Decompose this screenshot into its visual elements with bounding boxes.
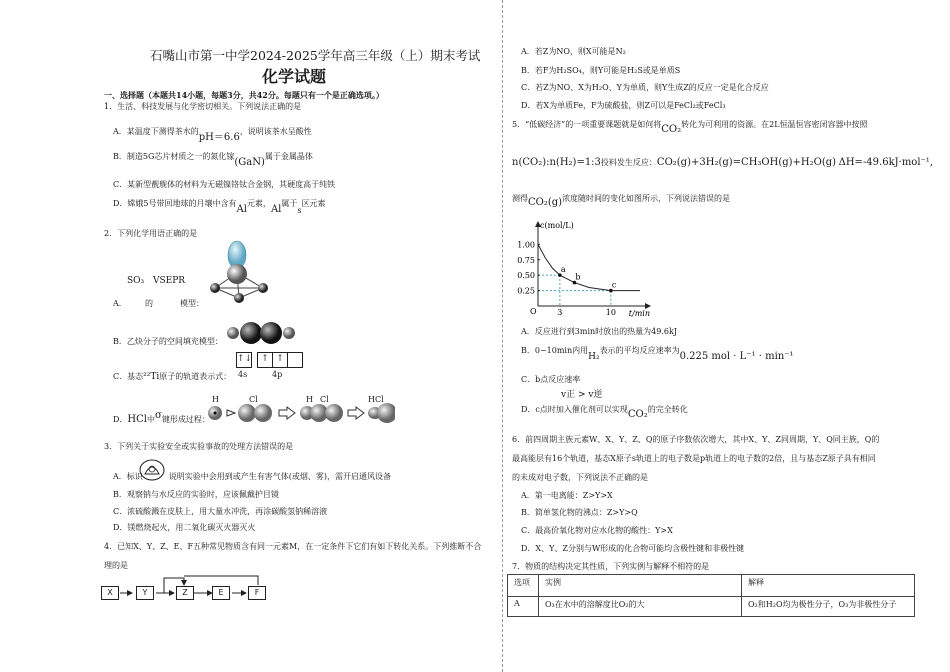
hcl-step1-h-label: H — [212, 395, 219, 404]
ventilation-symbol-graphic — [139, 458, 165, 482]
q4-stem-line2: 理的是 — [104, 561, 128, 570]
q6-option-b: B．简单氢化物的沸点：Z>Y>Q — [521, 508, 638, 517]
node-e: E — [212, 586, 230, 600]
q1-option-a — [113, 122, 312, 143]
q7-row-a-example: O₃在水中的溶解度比O₂的大 — [539, 597, 742, 617]
q5-d-pre: D．c点时加入催化剂可以实现 — [521, 405, 628, 414]
q7-table — [507, 574, 915, 617]
q5-c-rates: v正 > v逆 — [561, 390, 603, 400]
q2-d-hcl: HCl — [127, 414, 147, 425]
q4-option-d: D．若X为单质Fe，F为硫酸盐，则Z可以是FeCl₂或FeCl₃ — [521, 101, 726, 110]
orbital-4p-label: 4p — [272, 370, 283, 379]
orbital-4p-box-2: ↑ — [272, 352, 288, 368]
q2-d-zhong: 中 — [147, 415, 155, 424]
q5-d-co2: CO₂ — [627, 409, 648, 420]
q5-equation: CO₂(g)+3H₂(g)=CH₃OH(g)+H₂O(g) — [656, 157, 837, 168]
q3-stem: 3．下列关于实验安全或实验事故的处理方法错误的是 — [104, 442, 294, 451]
q2-a-so3: SO₃ — [127, 276, 145, 286]
q2-c-post: 原子的轨道表示式： — [159, 372, 232, 381]
q1-d-s: s — [297, 206, 302, 215]
q1-d-al1: Al — [236, 204, 247, 215]
chart-y-tick-label: 0.25 — [517, 286, 535, 296]
co2-concentration-chart — [510, 218, 670, 318]
q2-d-sigma: σ — [155, 410, 162, 421]
q6-stem-line2: 最高能层有16个轨道，基态X原子s轨道上的电子数是p轨道上的电子数的2倍，且与基态Z原子具有相同 — [512, 454, 876, 463]
chart-point-label: c — [611, 280, 617, 290]
q3-a-post: 说明实验中会用到或产生有害气体(或烟、雾)，需开启通风设备 — [168, 472, 392, 481]
q2-c-ti: ²²Ti — [143, 372, 160, 382]
q1-b-math: (GaN) — [234, 157, 265, 168]
q7-row-a-explanation: O₂和H₂O均为极性分子，O₃为非极性分子 — [742, 597, 915, 617]
so3-vsepr-model — [205, 240, 275, 308]
q2-option-b: B．乙炔分子的空间填充模型： — [113, 337, 223, 346]
q6-stem-line3: 的未成对电子数，下列说法不正确的是 — [512, 473, 648, 482]
chart-x-tick-label: 10 — [605, 308, 616, 317]
q5-stem-post: 转化为可利用的资源。在2L恒温恒容密闭容器中按照 — [681, 120, 868, 129]
q1-a-math: pH＝6.6 — [198, 132, 240, 143]
q6-option-d: D．X、Y、Z分别与W形成的化合物可能均含极性键和非极性键 — [521, 544, 745, 553]
node-z: Z — [176, 586, 194, 600]
q2-d-post: 键形成过程： — [161, 415, 210, 424]
column-divider — [502, 0, 503, 672]
q2-stem: 2．下列化学用语正确的是 — [104, 229, 198, 238]
node-f: F — [248, 586, 266, 600]
q2-c-pre: C．基态 — [113, 372, 144, 381]
hcl-sigma-bond-diagram — [205, 402, 395, 424]
q2-a-vsepr: VSEPR — [153, 276, 186, 286]
q5-stem-pre: 5．“低碳经济”的一项重要课题就是如何将 — [512, 120, 662, 129]
q3-a-pre: A．标识 — [113, 472, 143, 481]
section-heading: 一、选择题（本题共14小题，每题3分，共42分。每题只有一个是正确选项。） — [104, 90, 384, 100]
q5-d-post: 的完全转化 — [647, 405, 688, 414]
chart-x-tick-label: 3 — [557, 308, 563, 317]
q4-stem-line1: 4．已知X、Y、Z、E、F五种常见物质含有同一元素M，在一定条件下它们有如下转化关系。下列推断不合 — [104, 542, 482, 551]
q7-header-option: 选项 — [508, 575, 539, 597]
q5-meas-co2: CO₂(g) — [528, 197, 563, 208]
q5-delta-h: ΔH=-49.6kJ·mol⁻¹, — [838, 157, 933, 168]
ethyne-space-filling-model — [226, 322, 296, 344]
chart-y-tick-label: 0.50 — [517, 271, 535, 281]
node-y: Y — [136, 586, 154, 600]
q1-d-tail1: 属于 — [281, 199, 298, 208]
q7-header-explanation: 解释 — [742, 575, 915, 597]
q4-option-b: B．若F为H₂SO₄，则Y可能是H₂S或是单质S — [521, 66, 681, 75]
q7-stem: 7．物质的结构决定其性质，下列实例与解释不相符的是 — [512, 562, 710, 571]
q5-option-c — [521, 374, 603, 400]
q5-b-value: 0.225 mol · L⁻¹ · min⁻¹ — [679, 351, 794, 362]
q5-mid: 投料发生反应： — [600, 158, 657, 167]
orbital-4p-box-3 — [287, 352, 303, 368]
q5-b-mid: 表示的平均反应速率为 — [599, 346, 680, 355]
chart-series-line-co2 — [538, 244, 640, 290]
q6-option-a: A．第一电离能：Z>Y>X — [521, 491, 613, 500]
q1-d-mid: 元素， — [246, 199, 271, 208]
q5-option-b — [521, 345, 794, 362]
exam-title: 石嘴山市第一中学2024-2025学年高三年级（上）期末考试 — [150, 48, 481, 63]
q5-c-pre: C．b点反应速率 — [521, 375, 581, 384]
orbital-4p-box-1: ↑ — [257, 352, 273, 368]
q5-option-a: A．反应进行到3min时放出的热量为49.6kJ — [521, 327, 678, 336]
exam-subtitle: 化学试题 — [262, 67, 327, 86]
node-x: X — [101, 586, 119, 600]
q1-b-tail: 属于金属晶体 — [264, 152, 313, 161]
q5-b-h2: H₂ — [588, 352, 600, 362]
chart-point-label: a — [560, 265, 566, 275]
chart-origin: O — [530, 307, 537, 316]
q2-a-label: A． — [113, 299, 127, 308]
q2-a-de: 的 — [145, 299, 153, 308]
hcl-step3-label: HCl — [368, 395, 384, 404]
q7-table-header-row — [508, 575, 915, 597]
q1-d-text: D．嫦娥5号带回地球的月壤中含有 — [113, 199, 237, 208]
chart-y-label: c(mol/L) — [540, 221, 574, 230]
q5-b-pre: B．0~10min内用 — [521, 346, 589, 355]
q7-table-row — [508, 597, 915, 617]
q1-option-c: C．某新型靓舰体的材料为无磁镍铬钛合金钢，其硬度高于纯铁 — [113, 180, 336, 189]
q7-row-a-option: A — [508, 597, 539, 617]
q4-option-c: C．若Z为NO、X为H₂O、Y为单质，则Y生成Z的反应一定是化合反应 — [521, 83, 769, 92]
orbital-4s-label: 4s — [238, 370, 248, 379]
q1-d-tail2: 区元素 — [301, 199, 326, 208]
chart-x-label: t/min — [628, 309, 650, 318]
q5-stem-line3 — [512, 193, 731, 208]
q1-a-tail: ，说明该茶水呈酸性 — [239, 127, 312, 136]
q2-a-model: 模型： — [180, 299, 204, 308]
q6-option-c: C．最高价氧化物对应水化物的酸性：Y>X — [521, 526, 673, 535]
q2-option-d — [113, 410, 210, 425]
q3-option-d: D．镁燃烧起火，用二氧化碳灭火器灭火 — [113, 523, 256, 532]
q3-option-b: B．观察钠与水反应的实验时，应该佩戴护目镜 — [113, 490, 279, 499]
q1-option-b — [113, 151, 313, 168]
q4-option-a: A．若Z为NO，则X可能是N₂ — [521, 47, 626, 56]
q3-option-c: C．浓硫酸溅在皮肤上，用大量水冲洗，再涂碳酸氢钠稀溶液 — [113, 507, 328, 516]
q5-stem-co2: CO₂ — [661, 124, 682, 135]
q1-stem: 1．生活、科技发展与化学密切相关。下列说法正确的是 — [104, 102, 302, 111]
q5-stem-line2 — [512, 157, 933, 168]
q5-option-d — [521, 404, 688, 420]
chart-point-label: b — [575, 272, 581, 282]
chart-y-tick-label: 1.00 — [517, 240, 535, 250]
hcl-step2-cl-label: Cl — [320, 395, 329, 404]
q5-meas-pre: 测得 — [512, 194, 528, 203]
orbital-4s-box: ↑↓ — [236, 352, 252, 368]
q5-meas-post: 浓度随时间的变化如图所示，下列说法错误的是 — [562, 194, 731, 203]
q1-option-d — [113, 198, 326, 215]
q1-b-text: B．制造5G芯片材质之一的氮化镓 — [113, 152, 235, 161]
q1-d-al2: Al — [270, 204, 282, 215]
chart-y-tick-label: 0.75 — [517, 255, 535, 265]
q2-d-pre: D． — [113, 415, 128, 424]
q6-stem-line1: 6．前四周期主族元素W、X、Y、Z、Q的原子序数依次增大，其中X、Y、Z同周期，Y、Q同主族，Q的 — [512, 435, 880, 444]
q1-a-text: A．某温度下测得茶水的 — [113, 127, 199, 136]
q7-header-example: 实例 — [539, 575, 742, 597]
hcl-step2-h-label: H — [306, 395, 313, 404]
hcl-step1-cl-label: Cl — [249, 395, 258, 404]
q2-option-c — [113, 371, 231, 382]
q5-stem-line1 — [512, 119, 868, 135]
q5-ratio: n(CO₂):n(H₂)=1:3 — [512, 157, 601, 168]
